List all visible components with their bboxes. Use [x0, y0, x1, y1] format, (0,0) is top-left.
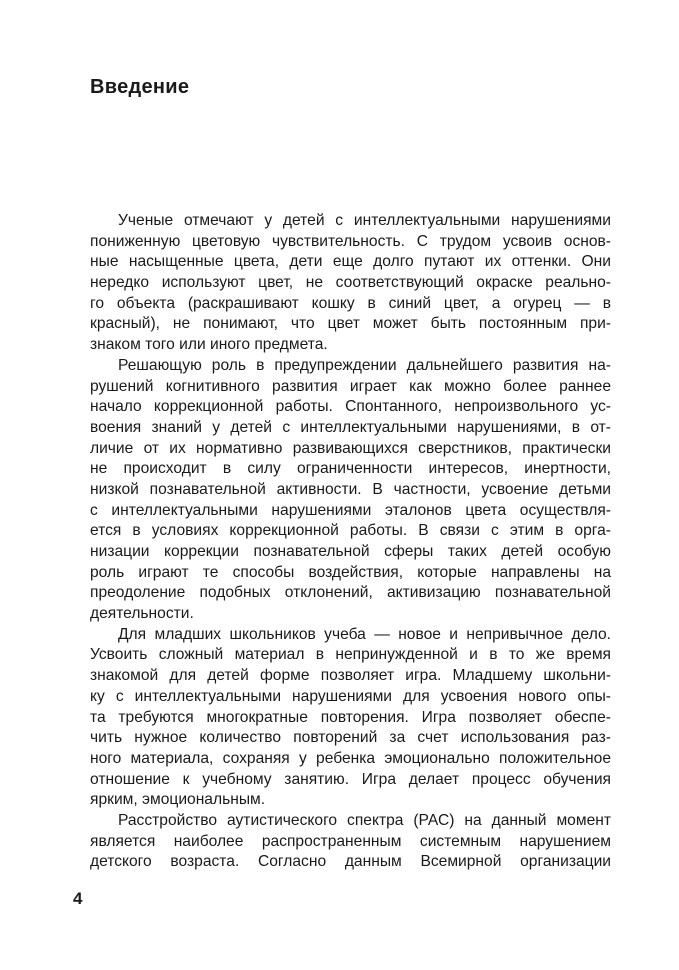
- text-line: та требуются многократные повторения. Игра позволяет обеспе-: [90, 708, 611, 726]
- text-line: знаком того или иного предмета.: [90, 336, 328, 354]
- text-line: Для младших школьников учеба — новое и непривычное дело.: [118, 625, 611, 643]
- paragraph: [90, 811, 611, 873]
- text-line: является наиболее распространенным системным нарушением: [90, 832, 611, 850]
- page-number: 4: [73, 889, 83, 908]
- paragraph: [90, 356, 611, 625]
- text-line: рушений когнитивного развития играет как можно более раннее: [90, 377, 611, 395]
- paragraph: [90, 625, 611, 811]
- text-line: чить нужное количество повторений за счет использования раз-: [90, 729, 611, 747]
- paragraph: [90, 211, 611, 356]
- text-line: ного материала, сохраняя у ребенка эмоционально положительное: [90, 749, 611, 767]
- text-line: Расстройство аутистического спектра (РАС) на данный момент: [118, 811, 611, 829]
- text-line: отношение к учебному занятию. Игра делает процесс обучения: [90, 770, 611, 788]
- text-line: нередко используют цвет, не соответствующий окраске реально-: [90, 274, 611, 292]
- text-line: го объекта (раскрашивают кошку в синий цвет, а огурец — в: [90, 294, 611, 312]
- text-line: ется в условиях коррекционной работы. В связи с этим в орга-: [90, 522, 611, 540]
- text-line: Усвоить сложный материал в непринужденной и в то же время: [90, 646, 611, 664]
- text-line: воения знаний у детей с интеллектуальными нарушениями, в от-: [90, 418, 611, 436]
- text-line: начало коррекционной работы. Спонтанного, непроизвольного ус-: [90, 398, 611, 416]
- text-line: ярким, эмоциональным.: [90, 791, 266, 809]
- text-line: с интеллектуальными нарушениями эталонов цвета осуществля-: [90, 501, 611, 519]
- page-title: Введение: [90, 76, 190, 98]
- text-line: Ученые отмечают у детей с интеллектуальными нарушениями: [118, 212, 611, 229]
- text-line: знакомой для детей форме позволяет игра. Младшему школьни-: [90, 667, 611, 685]
- text-line: преодоление подобных отклонений, активизацию познавательной: [90, 584, 611, 602]
- text-line: низкой познавательной активности. В частности, усвоение детьми: [90, 480, 611, 498]
- text-line: личие от их нормативно развивающихся сверстников, практически: [90, 439, 611, 457]
- body-text: [90, 211, 611, 873]
- text-line: красный), не понимают, что цвет может быть постоянным при-: [90, 315, 611, 333]
- text-line: ные насыщенные цвета, дети еще долго путают их оттенки. Они: [90, 253, 611, 271]
- text-line: деятельности.: [90, 605, 194, 623]
- text-line: низации коррекции познавательной сферы таких детей особую: [90, 543, 611, 560]
- text-line: детского возраста. Согласно данным Всемирной организации: [90, 853, 611, 871]
- text-line: пониженную цветовую чувствительность. С трудом усвоив основ-: [90, 232, 611, 250]
- text-line: роль играют те способы воздействия, которые направлены на: [90, 563, 611, 581]
- text-line: Решающую роль в предупреждении дальнейшего развития на-: [118, 356, 611, 374]
- text-line: не происходит в силу ограниченности интересов, инертности,: [90, 460, 611, 478]
- text-line: ку с интеллектуальными нарушениями для усвоения нового опы-: [90, 687, 611, 705]
